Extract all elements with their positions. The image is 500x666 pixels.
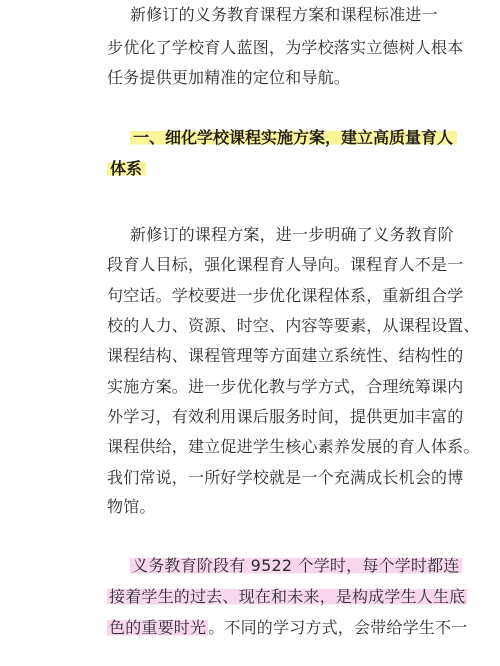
paragraph-2-line-8: 课程供给，建立促进学生核心素养发展的育人体系。 — [107, 437, 480, 456]
paragraph-1-line-1: 新修订的义务教育课程方案和课程标准进一 — [130, 5, 438, 24]
text-highlight: 接着学生的过去、现在和未来，是构成学生人生底 — [109, 587, 466, 606]
paragraph-2-line-5: 课程结构、课程管理等方面建立系统性、结构性的 — [107, 346, 464, 365]
heading-highlight: 一、细化学校课程实施方案，建立高质量育人 — [130, 128, 457, 147]
paragraph-2-line-2: 段育人目标，强化课程育人导向。课程育人不是一 — [107, 255, 464, 274]
paragraph-3-line-2 — [107, 586, 467, 608]
section-heading-line-1 — [130, 127, 457, 149]
paragraph-1-line-2: 步优化了学校育人蓝图，为学校落实立德树人根本 — [107, 38, 464, 57]
paragraph-3-line-3-rest: 。不同的学习方式，会带给学生不一 — [208, 618, 468, 637]
paragraph-2-line-3: 句空话。学校要进一步优化课程体系，重新组合学 — [107, 286, 464, 305]
paragraph-2-line-4: 校的人力、资源、时空、内容等要素，从课程设置、 — [107, 316, 480, 335]
text-highlight: 义务教育阶段有 9522 个学时，每个学时都连 — [132, 556, 460, 575]
paragraph-2-line-1: 新修订的课程方案，进一步明确了义务教育阶 — [130, 225, 455, 244]
paragraph-2-line-7: 外学习，有效利用课后服务时间，提供更加丰富的 — [107, 407, 464, 426]
paragraph-1-line-3: 任务提供更加精准的定位和导航。 — [107, 68, 351, 87]
section-heading-line-2 — [107, 158, 146, 180]
paragraph-2-line-9: 我们常说，一所好学校就是一个充满成长机会的博 — [107, 468, 464, 487]
heading-highlight: 体系 — [107, 159, 146, 178]
paragraph-3-line-3 — [107, 617, 467, 639]
paragraph-3-line-1 — [130, 555, 462, 577]
paragraph-2-line-6: 实施方案。进一步优化教与学方式，合理统筹课内 — [107, 377, 464, 396]
paragraph-2-line-10: 物馆。 — [107, 497, 156, 516]
text-highlight: 色的重要时光 — [109, 618, 207, 637]
